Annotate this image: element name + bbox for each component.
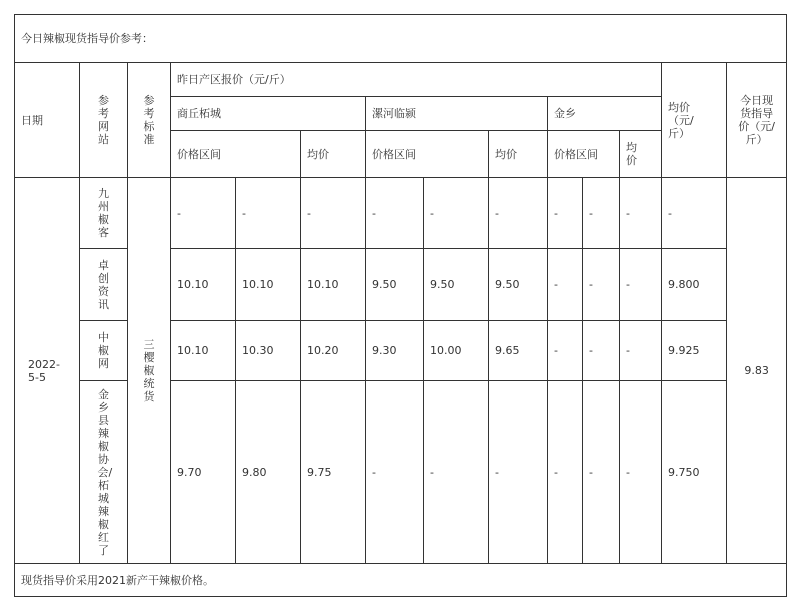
row-avg: 9.925 — [662, 321, 727, 381]
lh-high: 9.50 — [424, 249, 489, 321]
sq-low: 9.70 — [171, 381, 236, 564]
lh-avg: 9.50 — [489, 249, 548, 321]
lh-high: - — [424, 381, 489, 564]
sq-high: 10.30 — [236, 321, 301, 381]
standard-cell: 三樱椒统货 — [128, 178, 171, 564]
sq-low: - — [171, 178, 236, 249]
lh-avg: - — [489, 178, 548, 249]
sq-avg: 10.10 — [301, 249, 366, 321]
sq-high: 9.80 — [236, 381, 301, 564]
table-title: 今日辣椒现货指导价参考： — [15, 15, 787, 63]
site-cell: 卓创资讯 — [80, 249, 128, 321]
site-cell: 九州椒客 — [80, 178, 128, 249]
jx-avg: - — [620, 249, 662, 321]
jx-low: - — [548, 249, 583, 321]
sq-low: 10.10 — [171, 321, 236, 381]
sq-low: 10.10 — [171, 249, 236, 321]
header-site: 参考网站 — [80, 63, 128, 178]
header-region-jinxiang: 金乡 — [548, 97, 662, 131]
sq-avg: - — [301, 178, 366, 249]
jx-high: - — [583, 249, 620, 321]
header-range-jinxiang: 价格区间 — [548, 131, 620, 178]
header-region-shangqiu: 商丘柘城 — [171, 97, 366, 131]
row-avg: 9.800 — [662, 249, 727, 321]
today-price-value: 9.83 — [727, 178, 787, 564]
row-avg: - — [662, 178, 727, 249]
site-cell: 金乡县辣椒协会/柘城辣椒红了 — [80, 381, 128, 564]
title-row — [15, 15, 787, 63]
jx-avg: - — [620, 381, 662, 564]
lh-low: 9.50 — [366, 249, 424, 321]
price-guide-table — [14, 14, 787, 597]
jx-low: - — [548, 321, 583, 381]
header-standard: 参考标准 — [128, 63, 171, 178]
header-range-luohe: 价格区间 — [366, 131, 489, 178]
jx-high: - — [583, 381, 620, 564]
lh-low: 9.30 — [366, 321, 424, 381]
footer-row — [15, 564, 787, 597]
lh-avg: 9.65 — [489, 321, 548, 381]
lh-low: - — [366, 178, 424, 249]
jx-low: - — [548, 178, 583, 249]
header-row-1 — [15, 63, 787, 97]
site-cell: 中椒网 — [80, 321, 128, 381]
header-region-luohe: 漯河临颍 — [366, 97, 548, 131]
row-avg: 9.750 — [662, 381, 727, 564]
header-region-group: 昨日产区报价（元/斤） — [171, 63, 662, 97]
header-date: 日期 — [15, 63, 80, 178]
header-avg-jinxiang: 均价 — [620, 131, 662, 178]
header-overall-avg: 均价（元/斤） — [662, 63, 727, 178]
footer-note: 现货指导价采用2021新产干辣椒价格。 — [15, 564, 787, 597]
header-today-price: 今日现货指导价（元/斤） — [727, 63, 787, 178]
jx-high: - — [583, 321, 620, 381]
jx-avg: - — [620, 321, 662, 381]
lh-high: - — [424, 178, 489, 249]
lh-avg: - — [489, 381, 548, 564]
jx-high: - — [583, 178, 620, 249]
sq-high: 10.10 — [236, 249, 301, 321]
header-range-shangqiu: 价格区间 — [171, 131, 301, 178]
table-row — [15, 178, 787, 249]
sq-avg: 9.75 — [301, 381, 366, 564]
jx-avg: - — [620, 178, 662, 249]
header-avg-luohe: 均价 — [489, 131, 548, 178]
sq-high: - — [236, 178, 301, 249]
jx-low: - — [548, 381, 583, 564]
date-cell: 2022-5-5 — [15, 178, 80, 564]
header-avg-shangqiu: 均价 — [301, 131, 366, 178]
lh-low: - — [366, 381, 424, 564]
sq-avg: 10.20 — [301, 321, 366, 381]
lh-high: 10.00 — [424, 321, 489, 381]
